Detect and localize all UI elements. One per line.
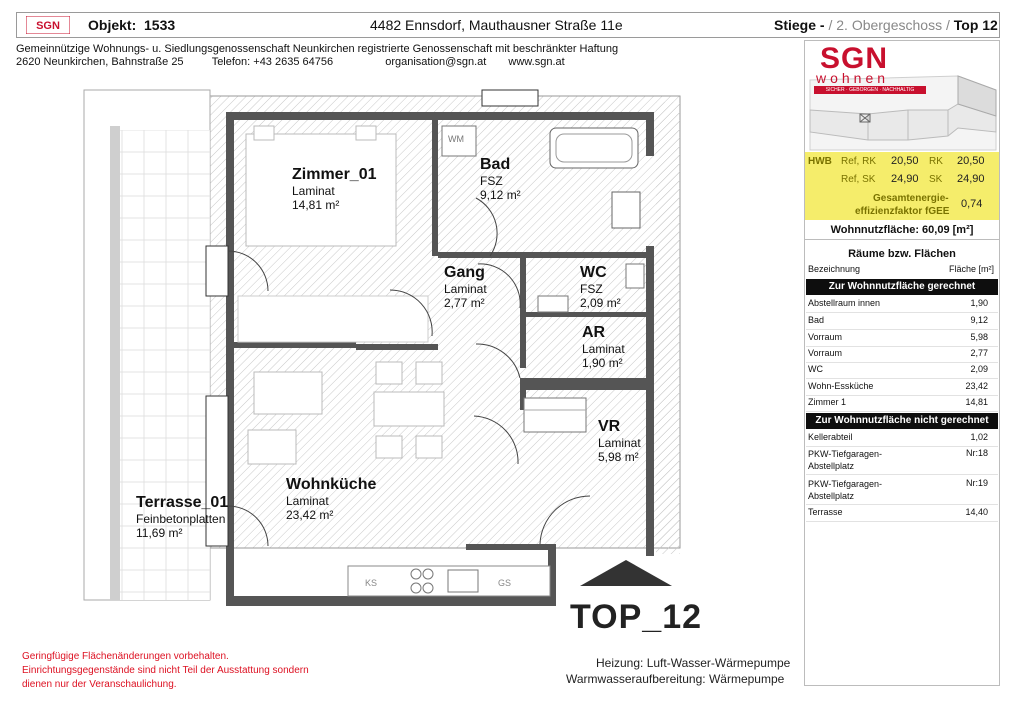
row-name: PKW-Tiefgaragen-Abstellplatz — [808, 479, 883, 501]
rooms-table-title: Räume bzw. Flächen — [848, 248, 956, 260]
fgee-value: 0,74 — [961, 198, 983, 210]
table-row — [806, 364, 998, 379]
room-floor: Laminat — [582, 342, 625, 356]
row-value: 1,90 — [970, 298, 988, 308]
cooperative-web[interactable]: www.sgn.at — [508, 56, 565, 68]
cooperative-email[interactable]: organisation@sgn.at — [385, 56, 487, 68]
row-name: Zimmer 1 — [808, 397, 846, 407]
room-floor: Feinbetonplatten — [136, 512, 226, 526]
room-area: 2,09 m² — [580, 296, 621, 310]
fgee-label-1: Gesamtenergie- — [873, 193, 949, 204]
row-value: Nr:19 — [965, 478, 988, 488]
row-name: Vorraum — [808, 332, 843, 342]
cooperative-contact — [16, 56, 565, 68]
row-name: Kellerabteil — [808, 432, 853, 442]
room-area: 2,77 m² — [444, 296, 485, 310]
row-name: Bad — [808, 315, 825, 325]
sk-value: 24,90 — [957, 173, 985, 185]
top-number: Top 12 — [953, 17, 998, 33]
footnote-line: Einrichtungsgegenstände sind nicht Teil der Ausstattung sondern — [22, 665, 309, 676]
room-ar — [582, 324, 625, 370]
room-area: 23,42 m² — [286, 508, 334, 522]
footnote-line: Geringfügige Flächenänderungen vorbehalten. — [22, 651, 229, 662]
room-area: 1,90 m² — [582, 356, 623, 370]
table-row — [806, 332, 998, 347]
row-name: Vorraum — [808, 348, 843, 358]
ref-rk-value: 20,50 — [891, 155, 919, 167]
room-wohnkueche — [286, 476, 376, 522]
cooperative-phone: Telefon: +43 2635 64756 — [211, 56, 334, 68]
rk-label: RK — [929, 156, 943, 167]
cooperative-street: 2620 Neunkirchen, Bahnstraße 25 — [16, 56, 184, 68]
room-area: 9,12 m² — [480, 188, 521, 202]
heating-info: Heizung: Luft-Wasser-Wärmepumpe — [596, 656, 791, 670]
row-name: PKW-Tiefgaragen-Abstellplatz — [808, 449, 883, 471]
footnote-line: dienen nur der Veranschaulichung. — [22, 679, 177, 690]
room-area: 14,81 m² — [292, 198, 340, 212]
table-row — [806, 298, 998, 313]
sgn-logo-name: SGN — [820, 42, 889, 75]
table-row — [806, 397, 998, 412]
sgn-small-logo-text: SGN — [36, 20, 60, 32]
ref-sk-value: 24,90 — [891, 173, 919, 185]
row-value: 2,09 — [970, 364, 988, 374]
ref-sk-label: Ref, SK — [841, 174, 876, 185]
sgn-small-logo — [26, 16, 70, 34]
room-name: Terrasse_01 — [136, 494, 229, 511]
room-name: AR — [582, 324, 606, 341]
row-name: Terrasse — [808, 507, 843, 517]
floor-label: / 2. Obergeschoss / — [824, 17, 954, 33]
row-value: 14,81 — [965, 397, 988, 407]
row-name: Abstellraum innen — [808, 298, 881, 308]
room-vr — [598, 418, 641, 464]
wohnnutzflaeche-total: Wohnnutzfläche: 60,09 [m²] — [805, 221, 999, 240]
objekt-label-text: Objekt: — [88, 17, 137, 33]
row-name: WC — [808, 364, 823, 374]
room-floor: FSZ — [580, 282, 603, 296]
row-value: Nr:18 — [965, 448, 988, 458]
cooperative-name: Gemeinnützige Wohnungs- u. Siedlungsgenossenschaft Neunkirchen registrierte Genossenschaft mit beschränkter Haftung — [16, 43, 619, 55]
row-value: 23,42 — [965, 381, 988, 391]
row-value: 1,02 — [970, 432, 988, 442]
table-row — [806, 448, 998, 475]
rooms-table-header — [808, 264, 996, 274]
table-row — [806, 478, 998, 505]
row-name: Wohn-Essküche — [808, 381, 874, 391]
table-row — [806, 348, 998, 363]
row-value: 2,77 — [970, 348, 988, 358]
room-floor: Laminat — [444, 282, 487, 296]
room-floor: Laminat — [598, 436, 641, 450]
ks-label: KS — [365, 578, 378, 588]
table-row — [806, 507, 998, 522]
sgn-logo-tagline: SICHER · GEBORGEN · NACHHALTIG — [814, 86, 926, 94]
hot-water-info: Warmwasseraufbereitung: Wärmepumpe — [566, 672, 785, 686]
object-address: 4482 Ennsdorf, Mauthausner Straße 11e — [370, 17, 623, 33]
room-terrasse — [136, 494, 228, 540]
sk-label: SK — [929, 174, 943, 185]
col-name-header: Bezeichnung — [808, 264, 861, 274]
room-name: Gang — [444, 264, 485, 281]
top-unit-label: TOP_12 — [570, 598, 703, 636]
section-included-header: Zur Wohnnutzfläche gerechnet — [806, 279, 998, 295]
wm-label: WM — [448, 134, 464, 144]
table-row — [806, 432, 998, 447]
row-value: 9,12 — [970, 315, 988, 325]
objekt-label — [88, 17, 175, 33]
sgn-logo-sub: wohnen — [816, 70, 890, 86]
room-area: 11,69 m² — [136, 526, 183, 540]
ref-rk-label: Ref, RK — [841, 156, 877, 167]
section-excluded-header: Zur Wohnnutzfläche nicht gerechnet — [806, 413, 998, 429]
objekt-number: 1533 — [144, 17, 176, 33]
room-name: Wohnküche — [286, 476, 377, 493]
hwb-label: HWB — [808, 156, 832, 167]
room-name: Bad — [480, 156, 511, 173]
energy-box — [805, 152, 999, 220]
stiege-prefix: Stiege - — [774, 17, 825, 33]
row-value: 14,40 — [965, 507, 988, 517]
room-name: VR — [598, 418, 621, 435]
table-row — [806, 381, 998, 396]
fgee-label-2: effizienzfaktor fGEE — [855, 206, 950, 217]
stiege-floor-info — [774, 17, 998, 33]
room-bad — [480, 156, 521, 202]
room-name: WC — [580, 264, 607, 281]
room-gang — [444, 264, 487, 310]
room-name: Zimmer_01 — [292, 166, 377, 183]
room-floor: Laminat — [292, 184, 335, 198]
room-floor: Laminat — [286, 494, 329, 508]
room-wc — [580, 264, 621, 310]
footnote — [22, 650, 309, 692]
row-value: 5,98 — [970, 332, 988, 342]
col-area-header: Fläche [m²] — [948, 264, 994, 274]
room-area: 5,98 m² — [598, 450, 639, 464]
table-row — [806, 315, 998, 330]
room-floor: FSZ — [480, 174, 503, 188]
gs-label: GS — [498, 578, 512, 588]
rk-value: 20,50 — [957, 155, 985, 167]
room-zimmer — [292, 166, 377, 212]
